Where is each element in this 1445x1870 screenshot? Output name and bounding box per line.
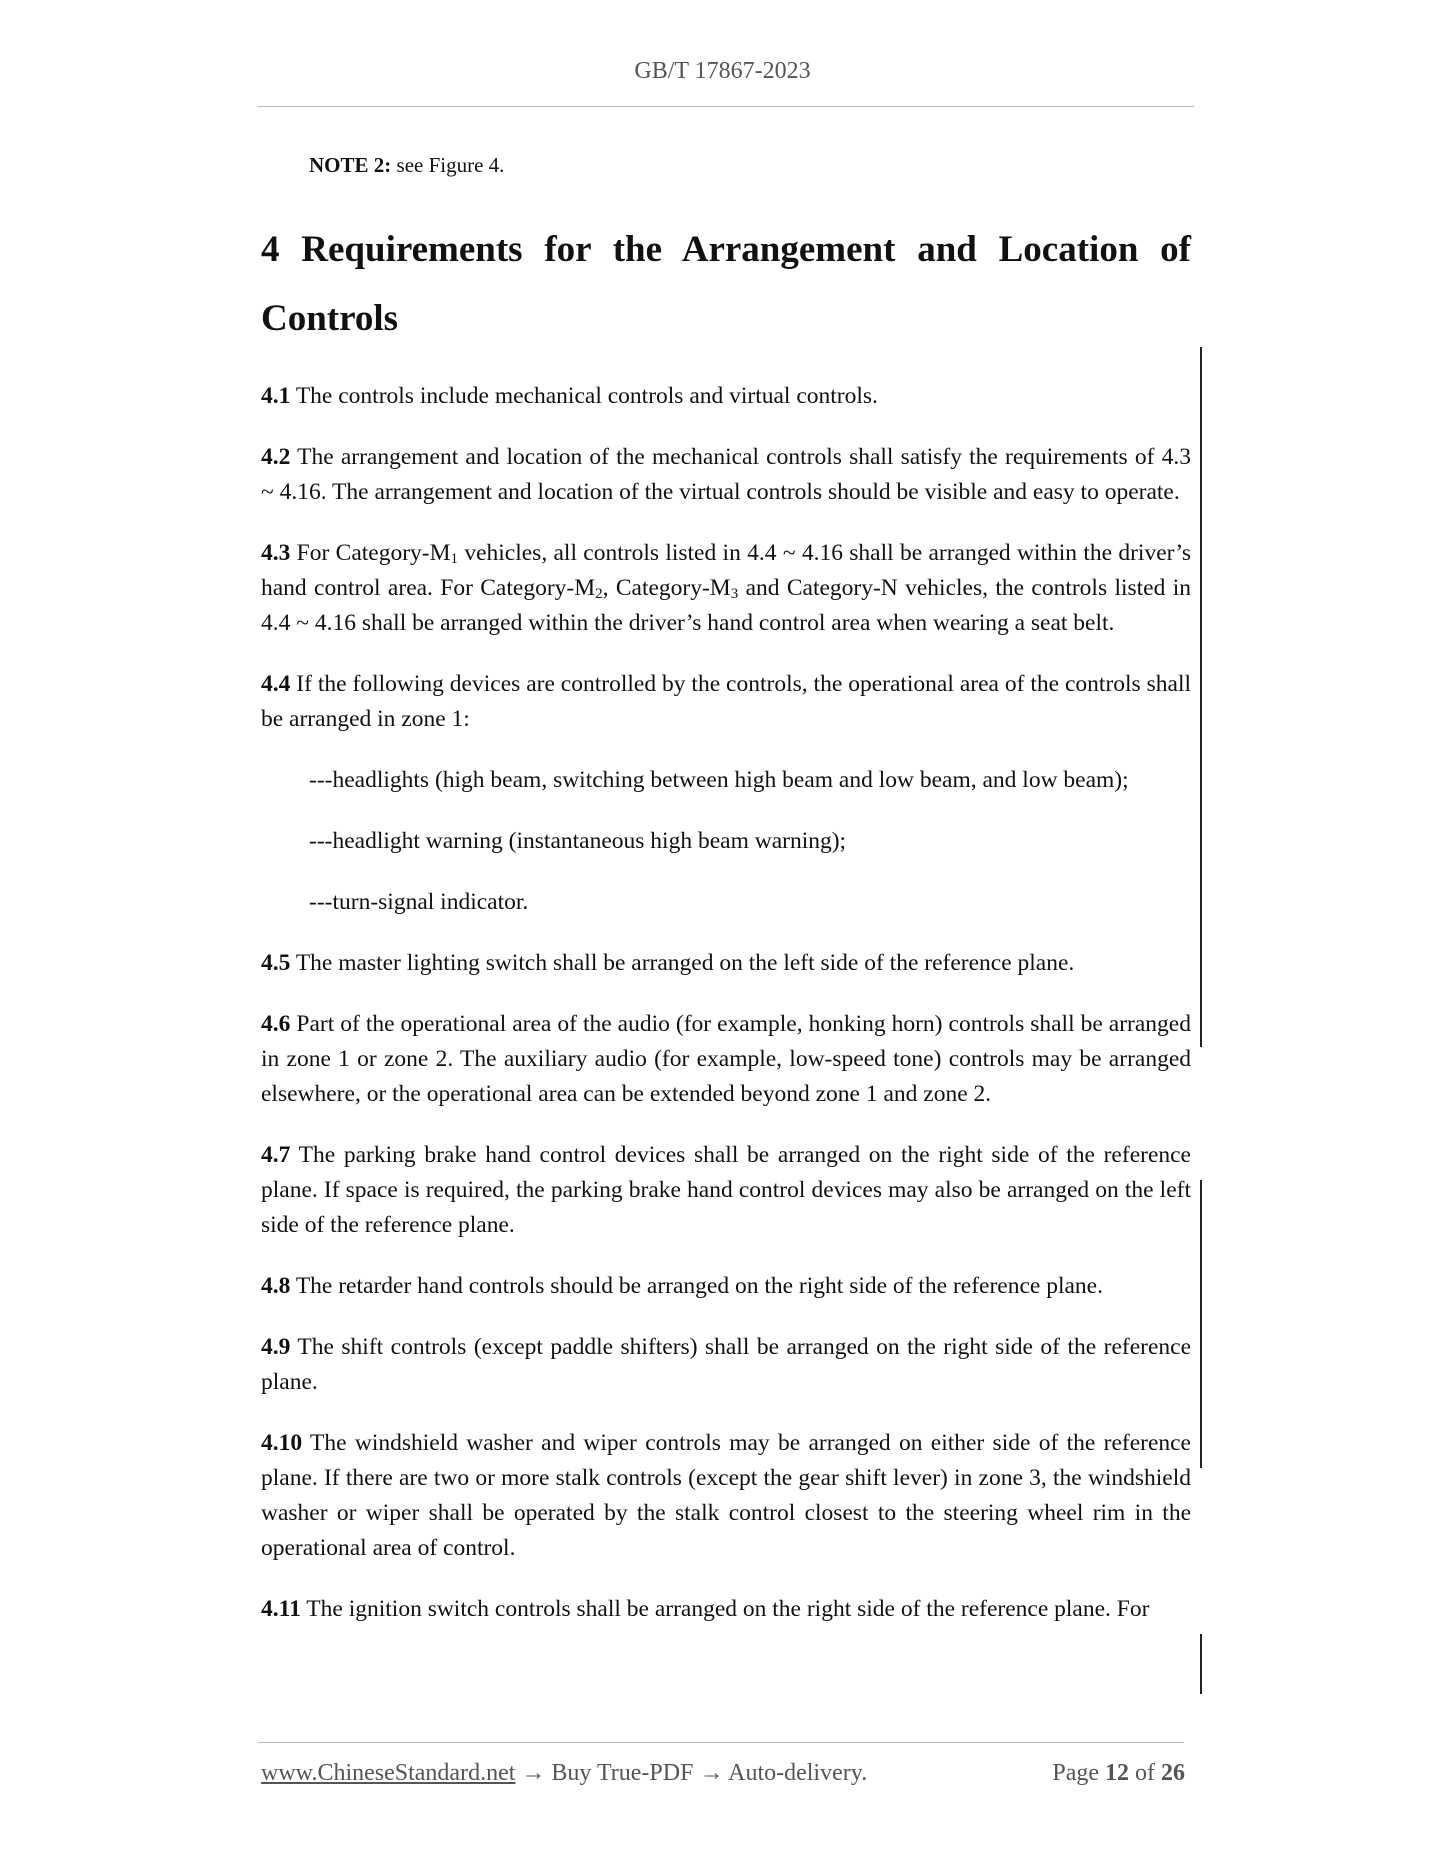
section-title-line2: Controls <box>261 298 399 339</box>
of-label: of <box>1135 1760 1155 1786</box>
change-bar <box>1200 1634 1202 1694</box>
page-footer <box>261 1760 1185 1787</box>
page-number: 12 <box>1105 1760 1129 1786</box>
clause-text: The controls include mechanical controls and virtual controls. <box>290 383 878 409</box>
note-label: NOTE 2: <box>309 153 392 177</box>
clause-4-11 <box>261 1592 1191 1627</box>
section-heading <box>261 215 1191 353</box>
section-number: 4 <box>261 229 280 270</box>
note <box>309 148 1191 183</box>
page-header: GB/T 17867-2023 <box>634 58 811 84</box>
clause-number: 4.9 <box>261 1334 291 1360</box>
clause-number: 4.5 <box>261 950 291 976</box>
page-total: 26 <box>1161 1760 1185 1786</box>
section-title-line1: Requirements for the Arrangement and Location of <box>301 229 1192 270</box>
page-content <box>261 148 1191 1653</box>
clause-text: , Category-M <box>602 575 731 601</box>
clause-4-4 <box>261 667 1191 737</box>
page-indicator <box>1052 1760 1185 1787</box>
clause-text: The master lighting switch shall be arranged on the left side of the reference plane. <box>290 950 1075 976</box>
clause-text: The arrangement and location of the mechanical controls shall satisfy the requirements of 4.3 ~ 4.16. The arrangement and location of the virtual controls should be visible and easy to operate. <box>261 444 1191 505</box>
footer-rule <box>258 1742 1184 1743</box>
clause-text: and Category-N vehicles, the controls listed in 4.4 ~ 4.16 shall be arranged within the driver’s hand control area when wearing a seat belt. <box>261 575 1191 636</box>
clause-number: 4.3 <box>261 540 291 566</box>
clause-number: 4.6 <box>261 1011 291 1037</box>
subscript: 1 <box>450 551 459 567</box>
footer-text: → Buy True-PDF → Auto-delivery. <box>515 1760 868 1786</box>
clause-4-7 <box>261 1138 1191 1243</box>
clause-4-2 <box>261 440 1191 510</box>
change-bar <box>1200 1180 1202 1468</box>
clause-number: 4.1 <box>261 383 291 409</box>
clause-number: 4.11 <box>261 1596 301 1622</box>
clause-text: The ignition switch controls shall be arranged on the right side of the reference plane. For <box>300 1596 1150 1622</box>
site-link[interactable]: www.ChineseStandard.net <box>261 1760 516 1786</box>
note-text: see Figure 4. <box>391 153 505 177</box>
clause-text: vehicles, all controls listed in 4.4 ~ 4.16 shall be arranged within the driver’s hand control area. For Category-M <box>261 540 1192 601</box>
change-bar <box>1200 347 1202 1047</box>
clause-number: 4.4 <box>261 671 291 697</box>
clause-text: For Category-M <box>290 540 451 566</box>
clause-4-5 <box>261 946 1191 981</box>
clause-4-3 <box>261 536 1191 641</box>
clause-4-9 <box>261 1330 1191 1400</box>
clause-number: 4.7 <box>261 1142 291 1168</box>
list-item: ---headlight warning (instantaneous high beam warning); <box>309 828 847 854</box>
clause-number: 4.8 <box>261 1273 291 1299</box>
clause-4-1 <box>261 379 1191 414</box>
clause-4-8 <box>261 1269 1191 1304</box>
list-item: ---turn-signal indicator. <box>309 889 529 915</box>
subscript: 2 <box>595 586 603 602</box>
clause-text: The windshield washer and wiper controls may be arranged on either side of the reference plane. If there are two or more stalk controls (except the gear shift lever) in zone 3, the windshield washer or wiper shall be operated by the stalk control closest to the steering wheel rim in the operational area of control. <box>261 1430 1191 1561</box>
clause-number: 4.2 <box>261 444 291 470</box>
clause-text: Part of the operational area of the audio (for example, honking horn) controls shall be arranged in zone 1 or zone 2. The auxiliary audio (for example, low-speed tone) controls may be arranged elsewhere, or the operational area can be extended beyond zone 1 and zone 2. <box>261 1011 1191 1107</box>
clause-4-10 <box>261 1426 1191 1566</box>
clause-number: 4.10 <box>261 1430 303 1456</box>
clause-text: The shift controls (except paddle shifters) shall be arranged on the right side of the reference plane. <box>261 1334 1191 1395</box>
clause-text: The parking brake hand control devices shall be arranged on the right side of the reference plane. If space is required, the parking brake hand control devices may also be arranged on the left side of the reference plane. <box>261 1142 1191 1238</box>
section-heading-line1 <box>261 215 1191 284</box>
page-label: Page <box>1052 1760 1099 1786</box>
list-item: ---headlights (high beam, switching between high beam and low beam, and low beam); <box>309 767 1129 793</box>
clause-4-6 <box>261 1007 1191 1112</box>
clause-text: If the following devices are controlled by the controls, the operational area of the controls shall be arranged in zone 1: <box>261 671 1191 732</box>
clause-text: The retarder hand controls should be arranged on the right side of the reference plane. <box>290 1273 1103 1299</box>
header-rule <box>258 106 1194 107</box>
subscript: 3 <box>730 586 739 602</box>
